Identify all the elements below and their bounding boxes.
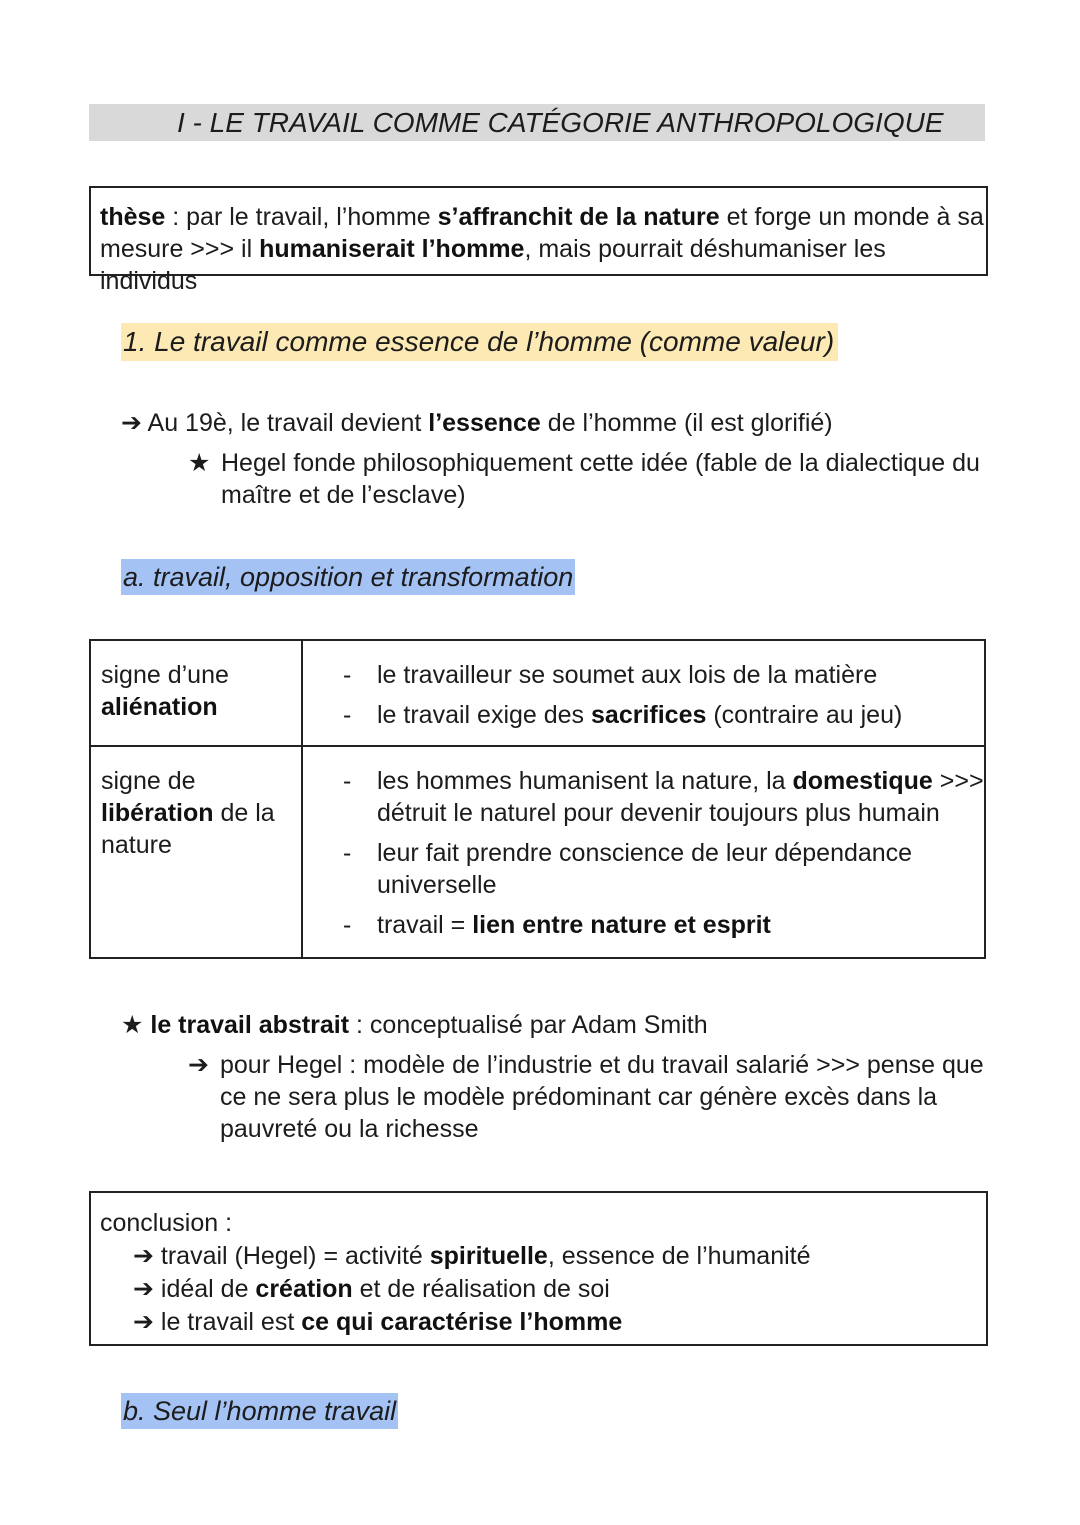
bullet-list bbox=[303, 659, 984, 731]
label-text: nature bbox=[101, 831, 172, 859]
text: Au 19è, le travail devient bbox=[141, 409, 429, 437]
row-label bbox=[90, 640, 302, 746]
text: ➔ travail (Hegel) = activité bbox=[133, 1242, 430, 1270]
conclusion-line bbox=[100, 1306, 986, 1339]
conclusion-line bbox=[100, 1273, 986, 1306]
subsection-heading-a: a. travail, opposition et transformation bbox=[121, 559, 575, 595]
hegel-text: Hegel fonde philosophiquement cette idée (fable de la dialectique du maître et de l’esclave) bbox=[221, 449, 980, 509]
text: ➔ idéal de bbox=[133, 1275, 256, 1303]
comparison-table bbox=[89, 639, 986, 959]
list-item: - le travailleur se soumet aux lois de la matière bbox=[303, 659, 984, 691]
star-icon: ★ bbox=[188, 449, 211, 477]
text: (contraire au jeu) bbox=[706, 701, 903, 729]
text: les hommes humanisent la nature, la bbox=[377, 767, 793, 795]
paragraph-smith bbox=[188, 1049, 988, 1145]
these-line-2 bbox=[100, 233, 986, 297]
these-bold: humaniserait l’homme bbox=[259, 235, 525, 263]
paragraph-19e bbox=[121, 407, 833, 439]
bold-text: lien entre nature et esprit bbox=[472, 911, 771, 939]
bold-text: sacrifices bbox=[591, 701, 707, 729]
text: : conceptualisé par Adam Smith bbox=[349, 1011, 708, 1039]
section-heading-1: 1. Le travail comme essence de l’homme (comme valeur) bbox=[121, 323, 838, 361]
subsection-heading-b: b. Seul l’homme travail bbox=[121, 1393, 398, 1429]
conclusion-line bbox=[100, 1240, 986, 1273]
label-text: signe d’une bbox=[101, 661, 229, 689]
text: de l’homme (il est glorifié) bbox=[540, 409, 833, 437]
list-item bbox=[303, 765, 984, 829]
row-items bbox=[302, 640, 985, 746]
these-text: , mais pourrait déshumaniser les individus bbox=[100, 235, 886, 295]
paragraph-abstrait bbox=[121, 1009, 708, 1041]
table-row bbox=[90, 746, 985, 958]
list-item bbox=[303, 909, 984, 941]
row-label bbox=[90, 746, 302, 958]
main-title: I - LE TRAVAIL COMME CATÉGORIE ANTHROPOLOGIQUE bbox=[177, 107, 944, 138]
conclusion-label: conclusion : bbox=[100, 1209, 233, 1237]
table-row bbox=[90, 640, 985, 746]
row-items bbox=[302, 746, 985, 958]
bold-text: ce qui caractérise l’homme bbox=[301, 1308, 623, 1336]
list-item bbox=[303, 699, 984, 731]
main-title-bar bbox=[89, 104, 985, 141]
label-text: signe de bbox=[101, 767, 196, 795]
label-bold: aliénation bbox=[101, 693, 218, 721]
arrow-icon: ➔ bbox=[188, 1051, 209, 1079]
bold-text: spirituelle bbox=[429, 1242, 548, 1270]
bold-text: l’essence bbox=[428, 409, 541, 437]
text: >>> détruit le naturel pour devenir toujours plus humain bbox=[377, 767, 984, 827]
these-box bbox=[89, 186, 988, 295]
list-item: - leur fait prendre conscience de leur dépendance universelle bbox=[303, 837, 984, 901]
these-text: et forge un monde à sa bbox=[719, 203, 984, 231]
paragraph-hegel bbox=[188, 447, 988, 511]
bullet-list bbox=[303, 765, 984, 941]
text: ➔ le travail est bbox=[133, 1308, 302, 1336]
bold-text: création bbox=[255, 1275, 353, 1303]
bold-text: le travail abstrait bbox=[150, 1011, 350, 1039]
smith-text: pour Hegel : modèle de l’industrie et du travail salarié >>> pense que ce ne sera plus le modèle prédominant car génère excès dans la pauvreté ou la richesse bbox=[220, 1051, 984, 1143]
text: et de réalisation de soi bbox=[352, 1275, 610, 1303]
these-line-1 bbox=[100, 201, 986, 233]
these-bold: s’affranchit de la nature bbox=[437, 203, 720, 231]
star-icon: ★ bbox=[121, 1011, 144, 1039]
text: le travail exige des bbox=[377, 701, 592, 729]
these-text: mesure >>> il bbox=[100, 235, 260, 263]
label-bold: libération bbox=[101, 799, 214, 827]
text: , essence de l’humanité bbox=[547, 1242, 811, 1270]
these-label: thèse bbox=[100, 203, 166, 231]
bold-text: domestique bbox=[792, 767, 933, 795]
these-text: : par le travail, l’homme bbox=[165, 203, 438, 231]
label-text: de la bbox=[213, 799, 275, 827]
conclusion-box bbox=[89, 1191, 988, 1346]
arrow-icon: ➔ bbox=[121, 409, 142, 437]
text: travail = bbox=[377, 911, 473, 939]
